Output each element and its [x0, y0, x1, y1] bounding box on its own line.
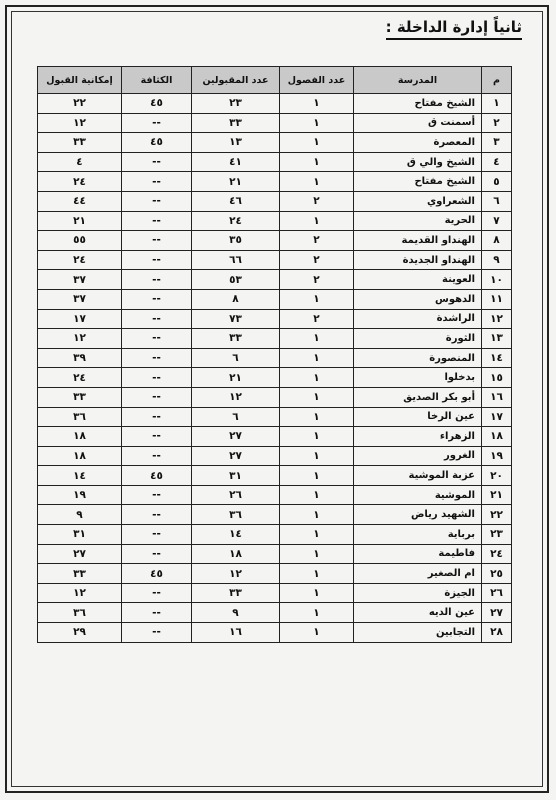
- table-row: [38, 466, 512, 486]
- cell-accepted: ١٤: [192, 525, 280, 545]
- cell-accepted: ٤١: [192, 152, 280, 172]
- cell-school: الموشية: [354, 485, 482, 505]
- cell-school: الثورة: [354, 329, 482, 349]
- cell-density: --: [122, 231, 192, 251]
- table-row: [38, 231, 512, 251]
- cell-accepted: ٣١: [192, 466, 280, 486]
- table-row: [38, 133, 512, 153]
- cell-accepted: ٣٣: [192, 329, 280, 349]
- cell-index: ٢٣: [482, 525, 512, 545]
- header-accepted: عدد المقبولين: [192, 67, 280, 94]
- cell-density: --: [122, 387, 192, 407]
- cell-index: ١٢: [482, 309, 512, 329]
- cell-school: الراشدة: [354, 309, 482, 329]
- cell-capacity: ٣٣: [38, 387, 122, 407]
- cell-school: أسمنت ق: [354, 113, 482, 133]
- table-row: [38, 544, 512, 564]
- cell-capacity: ٢١: [38, 211, 122, 231]
- cell-school: العوينة: [354, 270, 482, 290]
- cell-density: --: [122, 113, 192, 133]
- cell-accepted: ٥٣: [192, 270, 280, 290]
- cell-index: ٢٢: [482, 505, 512, 525]
- cell-classes: ١: [280, 544, 354, 564]
- cell-density: --: [122, 583, 192, 603]
- table-row: [38, 348, 512, 368]
- cell-classes: ١: [280, 623, 354, 643]
- cell-density: --: [122, 211, 192, 231]
- cell-index: ١٨: [482, 427, 512, 447]
- cell-classes: ١: [280, 387, 354, 407]
- cell-school: عين الديه: [354, 603, 482, 623]
- cell-capacity: ١٢: [38, 113, 122, 133]
- table-row: [38, 289, 512, 309]
- cell-school: فاطيمة: [354, 544, 482, 564]
- table-row: [38, 564, 512, 584]
- table-row: [38, 387, 512, 407]
- cell-density: --: [122, 407, 192, 427]
- cell-capacity: ٢٩: [38, 623, 122, 643]
- cell-accepted: ٢٤: [192, 211, 280, 231]
- cell-accepted: ٨: [192, 289, 280, 309]
- cell-school: الهنداو الجديدة: [354, 250, 482, 270]
- cell-capacity: ٣٩: [38, 348, 122, 368]
- cell-density: --: [122, 250, 192, 270]
- table-row: [38, 172, 512, 192]
- cell-classes: ١: [280, 485, 354, 505]
- cell-index: ٥: [482, 172, 512, 192]
- table-row: [38, 525, 512, 545]
- cell-capacity: ٥٥: [38, 231, 122, 251]
- cell-school: الشهيد رياض: [354, 505, 482, 525]
- cell-density: --: [122, 446, 192, 466]
- table-row: [38, 113, 512, 133]
- table-row: [38, 309, 512, 329]
- cell-classes: ١: [280, 525, 354, 545]
- cell-classes: ١: [280, 446, 354, 466]
- table-row: [38, 152, 512, 172]
- table-row: [38, 94, 512, 114]
- cell-capacity: ٣٣: [38, 133, 122, 153]
- cell-accepted: ٤٦: [192, 191, 280, 211]
- cell-classes: ٢: [280, 231, 354, 251]
- cell-classes: ١: [280, 564, 354, 584]
- header-capacity: إمكانية القبول: [38, 67, 122, 94]
- table-row: [38, 250, 512, 270]
- cell-accepted: ٧٣: [192, 309, 280, 329]
- cell-index: ٢٨: [482, 623, 512, 643]
- cell-density: --: [122, 623, 192, 643]
- cell-index: ١٩: [482, 446, 512, 466]
- table-row: [38, 427, 512, 447]
- cell-accepted: ٣٣: [192, 583, 280, 603]
- cell-school: التجابين: [354, 623, 482, 643]
- cell-capacity: ٣٦: [38, 603, 122, 623]
- cell-classes: ٢: [280, 309, 354, 329]
- table-body: [38, 94, 512, 643]
- header-classes: عدد الفصول: [280, 67, 354, 94]
- cell-index: ٢٤: [482, 544, 512, 564]
- table-row: [38, 623, 512, 643]
- cell-index: ١٥: [482, 368, 512, 388]
- cell-classes: ١: [280, 113, 354, 133]
- cell-classes: ١: [280, 583, 354, 603]
- cell-accepted: ١٢: [192, 564, 280, 584]
- cell-capacity: ٢٢: [38, 94, 122, 114]
- table-row: [38, 211, 512, 231]
- cell-accepted: ١٢: [192, 387, 280, 407]
- cell-classes: ٢: [280, 270, 354, 290]
- cell-index: ٤: [482, 152, 512, 172]
- cell-school: الزهراء: [354, 427, 482, 447]
- cell-capacity: ٤٤: [38, 191, 122, 211]
- cell-index: ١٣: [482, 329, 512, 349]
- cell-capacity: ١٨: [38, 446, 122, 466]
- cell-density: --: [122, 309, 192, 329]
- cell-index: ٢١: [482, 485, 512, 505]
- table-row: [38, 270, 512, 290]
- cell-classes: ١: [280, 407, 354, 427]
- table-row: [38, 603, 512, 623]
- cell-index: ٣: [482, 133, 512, 153]
- cell-classes: ١: [280, 368, 354, 388]
- cell-classes: ١: [280, 427, 354, 447]
- cell-capacity: ٣٦: [38, 407, 122, 427]
- cell-index: ٢٥: [482, 564, 512, 584]
- cell-accepted: ٦: [192, 348, 280, 368]
- cell-capacity: ٢٤: [38, 368, 122, 388]
- cell-school: بدخلوا: [354, 368, 482, 388]
- cell-density: --: [122, 329, 192, 349]
- cell-density: --: [122, 152, 192, 172]
- cell-index: ١٠: [482, 270, 512, 290]
- cell-density: --: [122, 289, 192, 309]
- cell-classes: ١: [280, 172, 354, 192]
- table-row: [38, 368, 512, 388]
- cell-accepted: ٢٧: [192, 446, 280, 466]
- cell-school: المعصرة: [354, 133, 482, 153]
- cell-capacity: ٣٣: [38, 564, 122, 584]
- cell-school: أبو بكر الصديق: [354, 387, 482, 407]
- cell-accepted: ٣٥: [192, 231, 280, 251]
- cell-school: الشيخ مفتاح: [354, 172, 482, 192]
- cell-school: الشيخ والي ق: [354, 152, 482, 172]
- cell-density: --: [122, 505, 192, 525]
- cell-index: ٨: [482, 231, 512, 251]
- cell-index: ١٦: [482, 387, 512, 407]
- cell-density: --: [122, 603, 192, 623]
- cell-accepted: ٣٦: [192, 505, 280, 525]
- cell-accepted: ١٨: [192, 544, 280, 564]
- cell-density: --: [122, 270, 192, 290]
- cell-school: الحرية: [354, 211, 482, 231]
- cell-accepted: ٢١: [192, 172, 280, 192]
- cell-density: --: [122, 348, 192, 368]
- cell-capacity: ١٩: [38, 485, 122, 505]
- section-heading: ثانياً إدارة الداخلة :: [386, 18, 522, 40]
- cell-school: عزبة الموشية: [354, 466, 482, 486]
- cell-school: الدهوس: [354, 289, 482, 309]
- cell-classes: ١: [280, 152, 354, 172]
- cell-capacity: ١٢: [38, 329, 122, 349]
- cell-accepted: ٢٧: [192, 427, 280, 447]
- cell-density: ٤٥: [122, 466, 192, 486]
- cell-index: ١٤: [482, 348, 512, 368]
- cell-density: --: [122, 485, 192, 505]
- cell-density: --: [122, 368, 192, 388]
- cell-index: ٢٦: [482, 583, 512, 603]
- cell-capacity: ٢٧: [38, 544, 122, 564]
- cell-capacity: ٣٧: [38, 270, 122, 290]
- cell-classes: ٢: [280, 250, 354, 270]
- cell-school: الغرور: [354, 446, 482, 466]
- cell-classes: ٢: [280, 191, 354, 211]
- cell-capacity: ١٨: [38, 427, 122, 447]
- cell-index: ٧: [482, 211, 512, 231]
- cell-accepted: ٣٣: [192, 113, 280, 133]
- cell-capacity: ١٤: [38, 466, 122, 486]
- cell-density: ٤٥: [122, 564, 192, 584]
- cell-classes: ١: [280, 289, 354, 309]
- header-school: المدرسة: [354, 67, 482, 94]
- table-row: [38, 583, 512, 603]
- cell-accepted: ٢٣: [192, 94, 280, 114]
- cell-accepted: ٢٦: [192, 485, 280, 505]
- table-row: [38, 191, 512, 211]
- cell-accepted: ٢١: [192, 368, 280, 388]
- table-header-row: [38, 67, 512, 94]
- header-density: الكثافة: [122, 67, 192, 94]
- cell-density: --: [122, 525, 192, 545]
- cell-accepted: ١٣: [192, 133, 280, 153]
- cell-classes: ١: [280, 94, 354, 114]
- cell-index: ١١: [482, 289, 512, 309]
- cell-school: الهنداو القديمة: [354, 231, 482, 251]
- header-index: م: [482, 67, 512, 94]
- cell-classes: ١: [280, 133, 354, 153]
- cell-index: ٢٠: [482, 466, 512, 486]
- cell-capacity: ٢٤: [38, 250, 122, 270]
- cell-accepted: ٦٦: [192, 250, 280, 270]
- cell-index: ٢: [482, 113, 512, 133]
- cell-classes: ١: [280, 329, 354, 349]
- table-row: [38, 329, 512, 349]
- cell-density: --: [122, 191, 192, 211]
- schools-table: [37, 66, 512, 643]
- cell-accepted: ٦: [192, 407, 280, 427]
- cell-index: ٦: [482, 191, 512, 211]
- cell-index: ١٧: [482, 407, 512, 427]
- cell-density: ٤٥: [122, 133, 192, 153]
- cell-capacity: ٢٤: [38, 172, 122, 192]
- cell-density: ٤٥: [122, 94, 192, 114]
- cell-capacity: ٤: [38, 152, 122, 172]
- cell-capacity: ١٢: [38, 583, 122, 603]
- cell-classes: ١: [280, 505, 354, 525]
- cell-school: المنصورة: [354, 348, 482, 368]
- cell-accepted: ١٦: [192, 623, 280, 643]
- cell-classes: ١: [280, 348, 354, 368]
- cell-density: --: [122, 544, 192, 564]
- cell-density: --: [122, 427, 192, 447]
- cell-index: ٩: [482, 250, 512, 270]
- table-row: [38, 485, 512, 505]
- cell-classes: ١: [280, 603, 354, 623]
- cell-school: برباية: [354, 525, 482, 545]
- cell-school: الشيخ مفتاح: [354, 94, 482, 114]
- cell-capacity: ٣١: [38, 525, 122, 545]
- table-row: [38, 505, 512, 525]
- table-row: [38, 407, 512, 427]
- table-row: [38, 446, 512, 466]
- cell-classes: ١: [280, 466, 354, 486]
- cell-accepted: ٩: [192, 603, 280, 623]
- cell-capacity: ٣٧: [38, 289, 122, 309]
- cell-classes: ١: [280, 211, 354, 231]
- cell-school: ام الصغير: [354, 564, 482, 584]
- cell-density: --: [122, 172, 192, 192]
- cell-capacity: ٩: [38, 505, 122, 525]
- cell-index: ٢٧: [482, 603, 512, 623]
- cell-school: الشعراوي: [354, 191, 482, 211]
- cell-school: الجيزة: [354, 583, 482, 603]
- cell-school: عين الرخا: [354, 407, 482, 427]
- cell-index: ١: [482, 94, 512, 114]
- cell-capacity: ١٧: [38, 309, 122, 329]
